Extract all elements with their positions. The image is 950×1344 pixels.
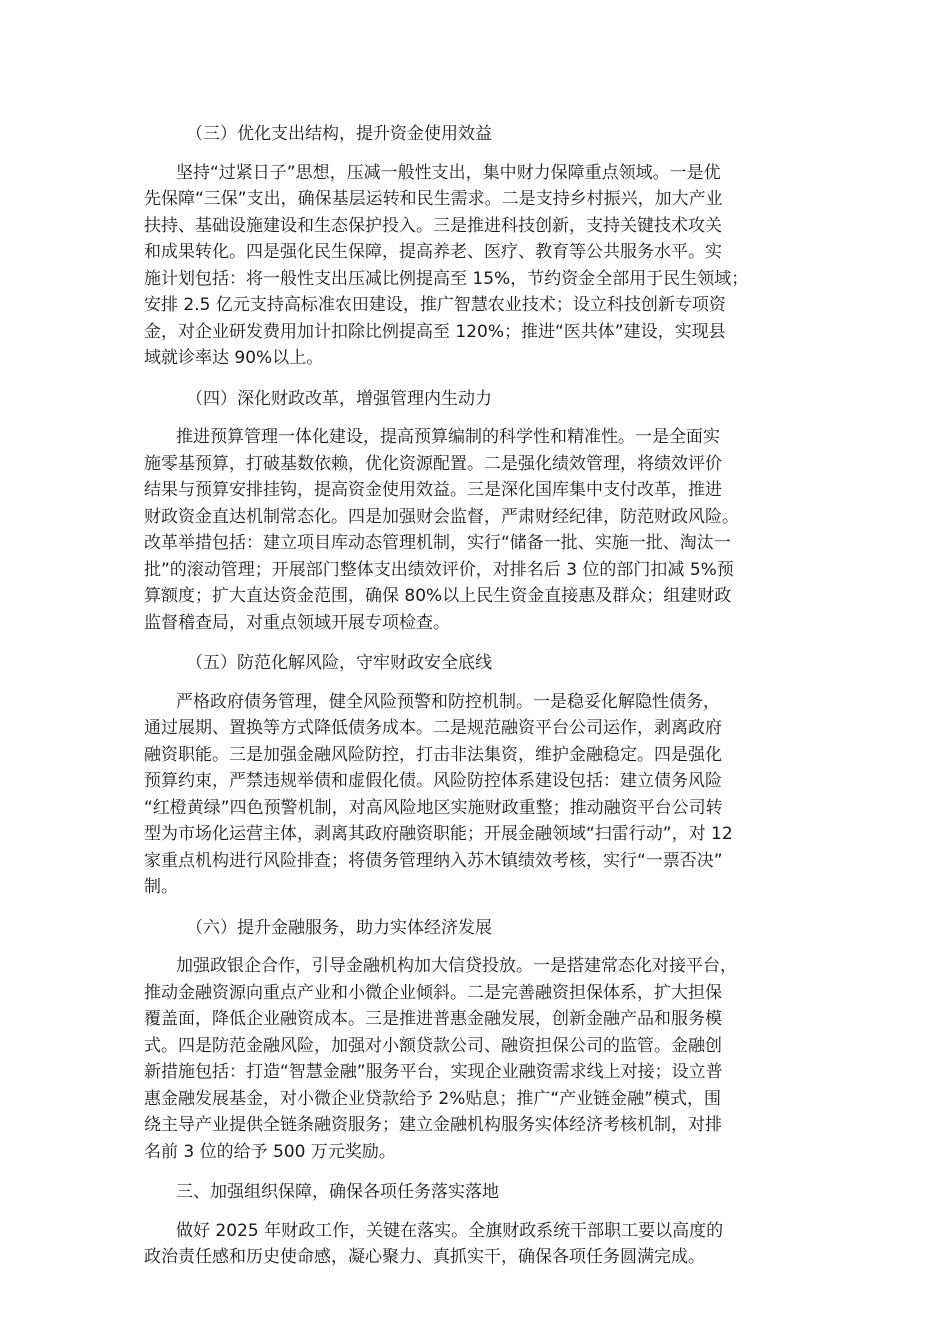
paragraph-line: 家重点机构进行风险排查；将债务管理纳入苏木镇绩效考核，实行“一票否决” <box>144 850 723 871</box>
paragraph-line: 新措施包括：打造“智慧金融”服务平台，实现企业融资需求线上对接；设立普 <box>144 1062 723 1082</box>
paragraph-line: 政治责任感和历史使命感，凝心聚力、真抓实干，确保各项任务圆满完成。 <box>144 1247 705 1267</box>
paragraph-line: 监督稽查局，对重点领域开展专项检查。 <box>144 612 450 633</box>
section-heading-3: （三）优化支出结构，提升资金使用效益 <box>186 124 492 144</box>
paragraph-line: 覆盖面，降低企业融资成本。三是推进普惠金融发展，创新金融产品和服务模 <box>144 1009 722 1029</box>
paragraph-line: “红橙黄绿”四色预警机制，对高风险地区实施财政重整；推动融资平台公司转 <box>144 797 723 818</box>
paragraph-line: 绕主导产业提供全链条融资服务；建立金融机构服务实体经济考核机制，对排 <box>144 1115 722 1135</box>
paragraph-line: 先保障“三保”支出，确保基层运转和民生需求。二是支持乡村振兴，加大产业 <box>144 189 723 209</box>
paragraph-line: 批”的滚动管理；开展部门整体支出绩效评价，对排名后 3 位的部门扣减 5%预 <box>144 559 734 580</box>
paragraph-line: 做好 2025 年财政工作，关键在落实。全旗财政系统干部职工要以高度的 <box>176 1220 724 1241</box>
section-paragraph-4 <box>144 424 824 636</box>
paragraph-line: 施计划包括：将一般性支出压减比例提高至 15%，节约资金全部用于民生领域； <box>144 268 749 289</box>
paragraph-line: 型为市场化运营主体，剥离其政府融资职能；开展金融领域“扫雷行动”，对 12 <box>144 824 733 844</box>
paragraph-line: 坚持“过紧日子”思想，压减一般性支出，集中财力保障重点领域。一是优 <box>176 162 721 183</box>
paragraph-line: 加强政银企合作，引导金融机构加大信贷投放。一是搭建常态化对接平台， <box>176 956 737 976</box>
paragraph-line: 域就诊率达 90%以上。 <box>144 348 324 368</box>
paragraph-line: 惠金融发展基金，对小微企业贷款给予 2%贴息；推广“产业链金融”模式，围 <box>144 1088 721 1109</box>
paragraph-line: 推进预算管理一体化建设，提高预算编制的科学性和精准性。一是全面实 <box>176 427 720 447</box>
paragraph-line: 财政资金直达机制常态化。四是加强财会监督，严肃财经纪律，防范财政风险。 <box>144 506 739 527</box>
paragraph-line: 融资职能。三是加强金融风险防控，打击非法集资，维护金融稳定。四是强化 <box>144 744 722 765</box>
paragraph-line: 推动金融资源向重点产业和小微企业倾斜。二是完善融资担保体系，扩大担保 <box>144 982 722 1003</box>
paragraph-line: 算额度；扩大直达资金范围，确保 80%以上民生资金直接惠及群众；组建财政 <box>144 586 732 606</box>
paragraph-line: 通过展期、置换等方式降低债务成本。二是规范融资平台公司运作，剥离政府 <box>144 718 722 738</box>
paragraph-line: 施零基预算，打破基数依赖，优化资源配置。二是强化绩效管理，将绩效评价 <box>144 453 722 474</box>
paragraph-line: 结果与预算安排挂钩，提高资金使用效益。三是深化国库集中支付改革，推进 <box>144 480 722 500</box>
paragraph-line: 改革举措包括：建立项目库动态管理机制，实行“储备一批、实施一批、淘汰一 <box>144 533 731 553</box>
paragraph-line: 严格政府债务管理，健全风险预警和防控机制。一是稳妥化解隐性债务， <box>176 691 720 712</box>
paragraph-line: 扶持、基础设施建设和生态保护投入。三是推进科技创新，支持关键技术攻关 <box>144 215 722 236</box>
part-paragraph-3 <box>144 1218 824 1271</box>
paragraph-line: 名前 3 位的给予 500 万元奖励。 <box>144 1141 396 1162</box>
section-paragraph-3 <box>144 160 824 372</box>
document-page <box>144 121 824 1271</box>
section-heading-5: （五）防范化解风险，守牢财政安全底线 <box>186 653 492 673</box>
paragraph-line: 制。 <box>144 877 178 897</box>
section-paragraph-5 <box>144 689 824 901</box>
paragraph-line: 式。四是防范金融风险，加强对小额贷款公司、融资担保公司的监管。金融创 <box>144 1035 722 1056</box>
section-heading-4: （四）深化财政改革，增强管理内生动力 <box>186 388 492 409</box>
section-heading-6: （六）提升金融服务，助力实体经济发展 <box>186 917 492 938</box>
paragraph-line: 金，对企业研发费用加计扣除比例提高至 120%；推进“医共体”建设，实现县 <box>144 321 726 342</box>
part-heading-3: 三、加强组织保障，确保各项任务落实落地 <box>176 1182 499 1202</box>
section-paragraph-6 <box>144 953 824 1165</box>
paragraph-line: 安排 2.5 亿元支持高标准农田建设，推广智慧农业技术；设立科技创新专项资 <box>144 295 726 315</box>
paragraph-line: 预算约束，严禁违规举债和虚假化债。风险防控体系建设包括：建立债务风险 <box>144 771 722 791</box>
paragraph-line: 和成果转化。四是强化民生保障，提高养老、医疗、教育等公共服务水平。实 <box>144 242 722 262</box>
